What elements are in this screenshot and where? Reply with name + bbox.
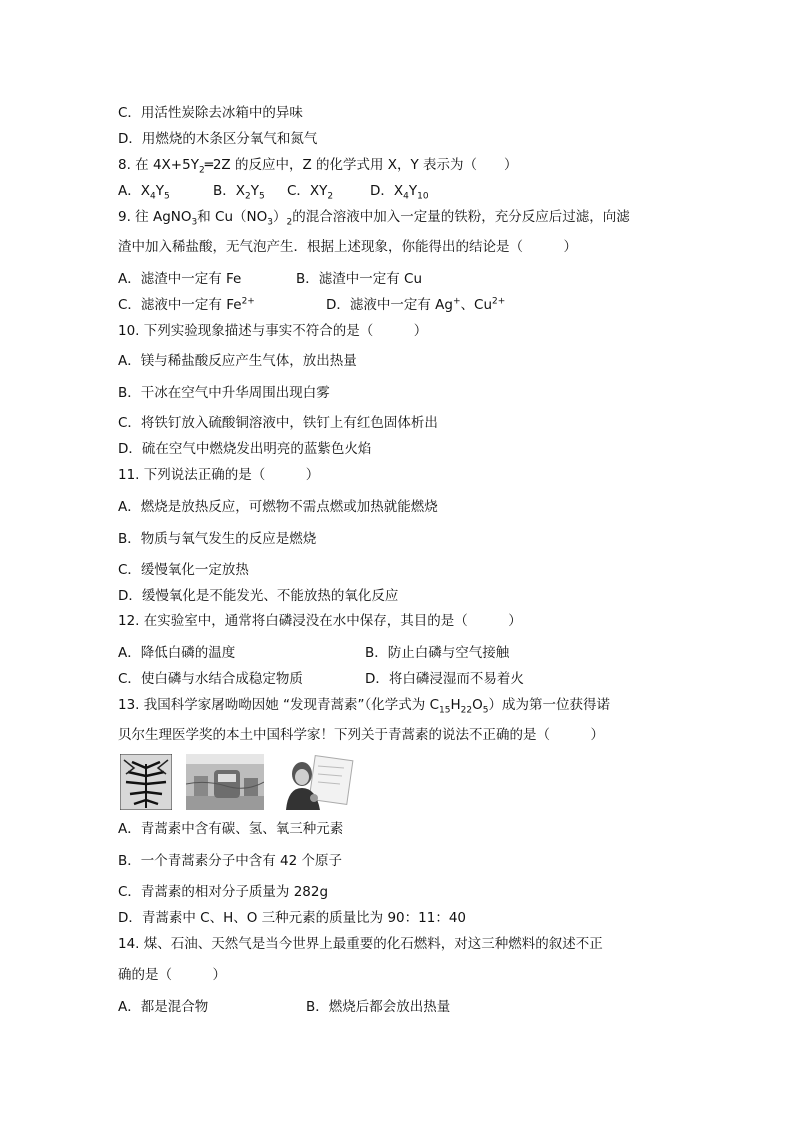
q13-option-b: B．一个青蒿素分子中含有 42 个原子 [118,853,343,869]
q11-stem: 11. 下列说法正确的是（ ） [118,467,320,483]
q8-option-c: C．$XY_2$ [287,183,334,202]
q8-option-a: A．$X_4Y_5$ [118,183,170,202]
q12-option-b: B．防止白磷与空气接触 [365,645,510,661]
q13-photos [120,754,360,810]
q14-stem-line2: 确的是（ ） [118,967,226,983]
q14-stem: 14. 煤、石油、天然气是当今世界上最重要的化石燃料，对这三种燃料的叙述不正 [118,936,603,952]
q7-option-d: D．用燃烧的木条区分氧气和氮气 [118,131,318,147]
q9-option-c: C．滤液中一定有 $Fe^{2+}$ [118,296,255,313]
q12-option-a: A．降低白磷的温度 [118,645,236,661]
q11-option-d: D．缓慢氧化是不能发光、不能放热的氧化反应 [118,588,399,604]
q13-option-d: D．青蒿素中 C、H、O 三种元素的质量比为 90：11：40 [118,910,467,926]
q8-stem: 8. 在 $4X+5Y_2═2Z$ 的反应中，Z 的化学式用 X，Y 表示为（ ） [118,157,518,176]
q11-option-b: B．物质与氧气发生的反应是燃烧 [118,531,317,547]
q14-option-a: A．都是混合物 [118,999,209,1015]
q10-option-d: D．硫在空气中燃烧发出明亮的蓝紫色火焰 [118,441,372,457]
q10-stem: 10. 下列实验现象描述与事实不符合的是（ ） [118,323,428,339]
q14-option-b: B．燃烧后都会放出热量 [306,999,451,1015]
lab-equipment-photo [186,754,264,810]
q12-option-c: C．使白磷与水结合成稳定物质 [118,671,303,687]
q12-stem: 12. 在实验室中，通常将白磷浸没在水中保存，其目的是（ ） [118,613,522,629]
q9-option-b: B．滤渣中一定有 Cu [296,271,423,287]
q9-stem-line2: 渣中加入稀盐酸，无气泡产生．根据上述现象，你能得出的结论是（ ） [118,239,577,255]
scientist-portrait-photo [278,754,354,810]
q10-option-b: B．干冰在空气中升华周围出现白雾 [118,385,330,401]
artemisia-plant-photo [120,754,172,810]
q11-option-c: C．缓慢氧化一定放热 [118,562,249,578]
q8-option-d: D．$X_4Y_{10}$ [370,183,429,202]
q10-option-a: A．镁与稀盐酸反应产生气体，放出热量 [118,353,357,369]
q9-stem: 9. 往 AgNO$_3$和 $Cu(NO_3)_2$的混合溶液中加入一定量的铁粉，充分反应后过滤，向滤 [118,209,630,228]
q13-option-a: A．青蒿素中含有碳、氢、氧三种元素 [118,821,344,837]
q13-stem: 13. 我国科学家屠呦呦因她 “发现青蒿素”（化学式为 $C_{15}H_{22}O_5$）成为第一位获得诺 [118,697,610,716]
q8-option-b: B．$X_2Y_5$ [213,183,265,202]
q12-option-d: D．将白磷浸湿而不易着火 [365,671,524,687]
q13-stem-line2: 贝尔生理医学奖的本土中国科学家！下列关于青蒿素的说法不正确的是（ ） [118,727,604,743]
q11-option-a: A．燃烧是放热反应，可燃物不需点燃或加热就能燃烧 [118,499,438,515]
q13-option-c: C．青蒿素的相对分子质量为 282g [118,884,329,900]
q10-option-c: C．将铁钉放入硫酸铜溶液中，铁钉上有红色固体析出 [118,415,438,431]
q9-option-a: A．滤渣中一定有 Fe [118,271,242,287]
q9-option-d: D．滤液中一定有 Ag+、$Cu^{2+}$ [326,296,506,313]
q7-option-c: C．用活性炭除去冰箱中的异味 [118,105,303,121]
